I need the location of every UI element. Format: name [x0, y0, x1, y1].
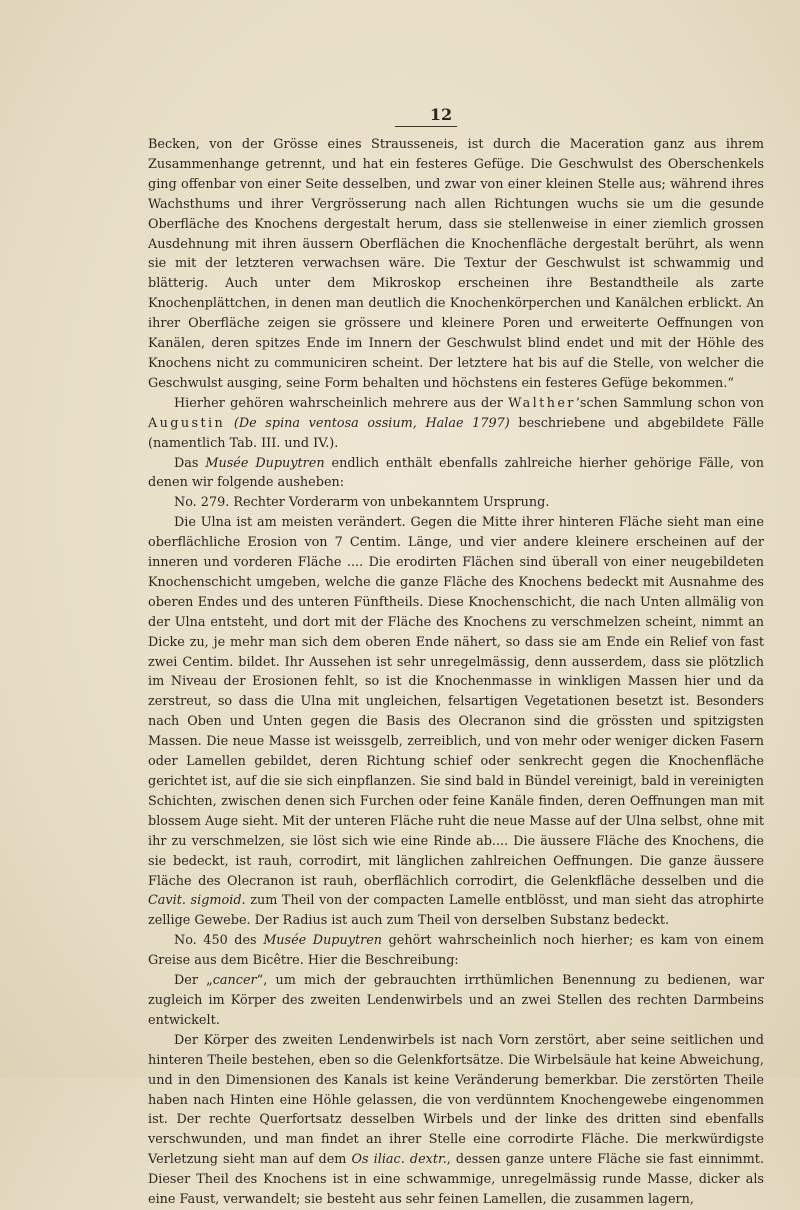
paragraph-5	[148, 513, 764, 931]
page-number: 12	[429, 105, 453, 124]
author-name-walther: Walther	[508, 395, 576, 411]
text-run: beschriebene und abgebildete Fälle (namentlich Tab. III. und IV.).	[148, 415, 764, 451]
text-run: Die Ulna ist am meisten verändert. Gegen die Mitte ihrer hinteren Fläche sieht man eine oberflächliche Erosion von 7 Centim. Länge, und vier andere kleinere erscheinen auf der inneren und vorderen Fläche .... Die erodirten Flächen sind überall von einer neugebildeten Knochenschicht umgeben, welche die ganze Fläche des Knochens bedeckt mit Ausnahme des oberen Endes und des unteren Fünftheils. Diese Knochenschicht, die nach Unten allmälig von der Ulna entsteht, und dort mit der Fläche des Knochens zu verschmelzen scheint, nimmt an Dicke zu, je mehr man sich dem oberen Ende nähert, so dass sie am Ende ein Relief von fast zwei Centim. bildet. Ihr Aussehen ist sehr unregelmässig, denn ausserdem, dass sie plötzlich im Niveau der Erosionen fehlt, so ist die Knochenmasse in winkligen Massen hier und da zerstreut, so dass die Ulna mit ungleichen, felsartigen Vegetationen besetzt ist. Besonders nach Oben und Unten gegen die Basis des Olecranon sind die grössten und spitzigsten Massen. Die neue Masse ist weissgelb, zerreiblich, und von mehr oder weniger dicken Fasern oder Lamellen gebildet, deren Richtung schief oder senkrecht gegen die Knochenfläche gerichtet ist, auf die sie sich einpflanzen. Sie sind bald in Bündel vereinigt, bald in vereinigten Schichten, zwischen denen sich Furchen oder feine Kanäle finden, deren Oeffnungen man mit blossem Auge sieht. Mit der unteren Fläche ruht die neue Masse auf der Ulna selbst, ohne mit ihr zu verschmelzen, sie löst sich wie eine Rinde ab.... Die äussere Fläche des Knochens, die sie bedeckt, ist rauh, corrodirt, mit länglichen zahlreichen Oeffnungen. Die ganze äussere Fläche des Olecranon ist rauh, oberflächlich corrodirt, die Gelenkfläche desselben und die	[148, 515, 764, 889]
text-run: gehört wahrscheinlich noch hierher; es kam von einem Greise aus dem Bicêtre. Hier die Beschreibung:	[148, 933, 764, 969]
paragraph-1: Becken, von der Grösse eines Strausseneis, ist durch die Maceration ganz aus ihrem Zusammenhange getrennt, und hat ein festeres Gefüge. Die Geschwulst des Oberschenkels ging offenbar von einer Seite desselben, und zwar von einer kleinen Stelle aus; während ihres Wachsthums und ihrer Vergrösserung nach allen Richtungen wuchs sie um die gesunde Oberfläche des Knochens dergestalt herum, dass sie stellenweise in einer ziemlich grossen Ausdehnung mit ihren äussern Oberflächen die Knochenfläche dergestalt berührt, als wenn sie mit der letzteren verwachsen wäre. Die Textur der Geschwulst ist schwammig und blätterig. Auch unter dem Mikroskop erscheinen ihre Bestandtheile als zarte Knochenplättchen, in denen man deutlich die Knochenkörperchen und Kanälchen erblickt. An ihrer Oberfläche zeigen sie grössere und kleinere Poren und erweiterte Oeffnungen von Kanälen, deren spitzes Ende im Innern der Geschwulst blind endet und mit der Höhle des Knochens nicht zu communiciren scheint. Der letztere hat bis auf die Stelle, von welcher die Geschwulst ausging, seine Form behalten und höchstens ein festeres Gefüge bekommen.“	[148, 137, 764, 391]
paragraph-6	[148, 931, 764, 971]
term-cancer: cancer	[212, 973, 257, 989]
text-run: ’schen Sammlung schon von	[575, 395, 765, 411]
paragraph-2	[148, 394, 764, 454]
page	[148, 104, 764, 1210]
text-run: endlich enthält ebenfalls zahlreiche hierher gehörige Fälle, von denen wir folgende ausheben:	[148, 455, 764, 491]
text-run: No. 450 des	[174, 933, 264, 949]
paragraph-8	[148, 1031, 764, 1210]
citation-title: (De spina ventosa ossium, Halae 1797)	[233, 415, 510, 431]
author-name-augustin: Augustin	[148, 415, 226, 431]
text-run: , dessen ganze untere Fläche sie fast einnimmt. Dieser Theil des Knochens ist in eine schwammige, unregelmässig runde Masse, dicker als eine Faust, verwandelt; sie besteht aus sehr feinen Lamellen, die zusammen lagern,	[148, 1152, 764, 1208]
header-rule	[395, 126, 457, 127]
text-run: Der „	[174, 973, 213, 989]
text-run: Das	[174, 455, 206, 471]
museum-name: Musée Dupuytren	[263, 933, 383, 949]
paragraph-4-case-heading: No. 279. Rechter Vorderarm von unbekanntem Ursprung.	[174, 495, 550, 511]
text-run: Der Körper des zweiten Lendenwirbels ist nach Vorn zerstört, aber seine seitlichen und hinteren Theile bestehen, eben so die Gelenkfortsätze. Die Wirbelsäule hat keine Abweichung, und in den Dimensionen des Kanals ist keine Veränderung bemerkbar. Die zerstörten Theile haben nach Hinten eine Höhle gelassen, die von verdünntem Knochengewebe eingenommen ist. Der rechte Querfortsatz desselben Wirbels und der linke des dritten sind ebenfalls verschwunden, und man findet an ihrer Stelle eine corrodirte Fläche. Die merkwürdigste Verletzung sieht man auf dem	[148, 1032, 764, 1168]
anatomical-term: Cavit. sigmoid.	[148, 893, 246, 909]
text-run: Hierher gehören wahrscheinlich mehrere aus der	[174, 395, 509, 411]
body-text	[148, 135, 764, 1210]
text-run: zum Theil von der compacten Lamelle entblösst, und man sieht das atrophirte zellige Gewebe. Der Radius ist auch zum Theil von derselben Substanz bedeckt.	[148, 893, 764, 929]
museum-name: Musée Dupuytren	[205, 455, 325, 471]
text-run: “, um mich der gebrauchten irrthümlichen Benennung zu bedienen, war zugleich im Körper des zweiten Lendenwirbels und an zwei Stellen des rechten Darmbeins entwickelt.	[148, 973, 764, 1028]
anatomical-term: Os iliac. dextr.	[351, 1152, 447, 1168]
paragraph-7	[148, 971, 764, 1031]
paragraph-3	[148, 454, 764, 494]
